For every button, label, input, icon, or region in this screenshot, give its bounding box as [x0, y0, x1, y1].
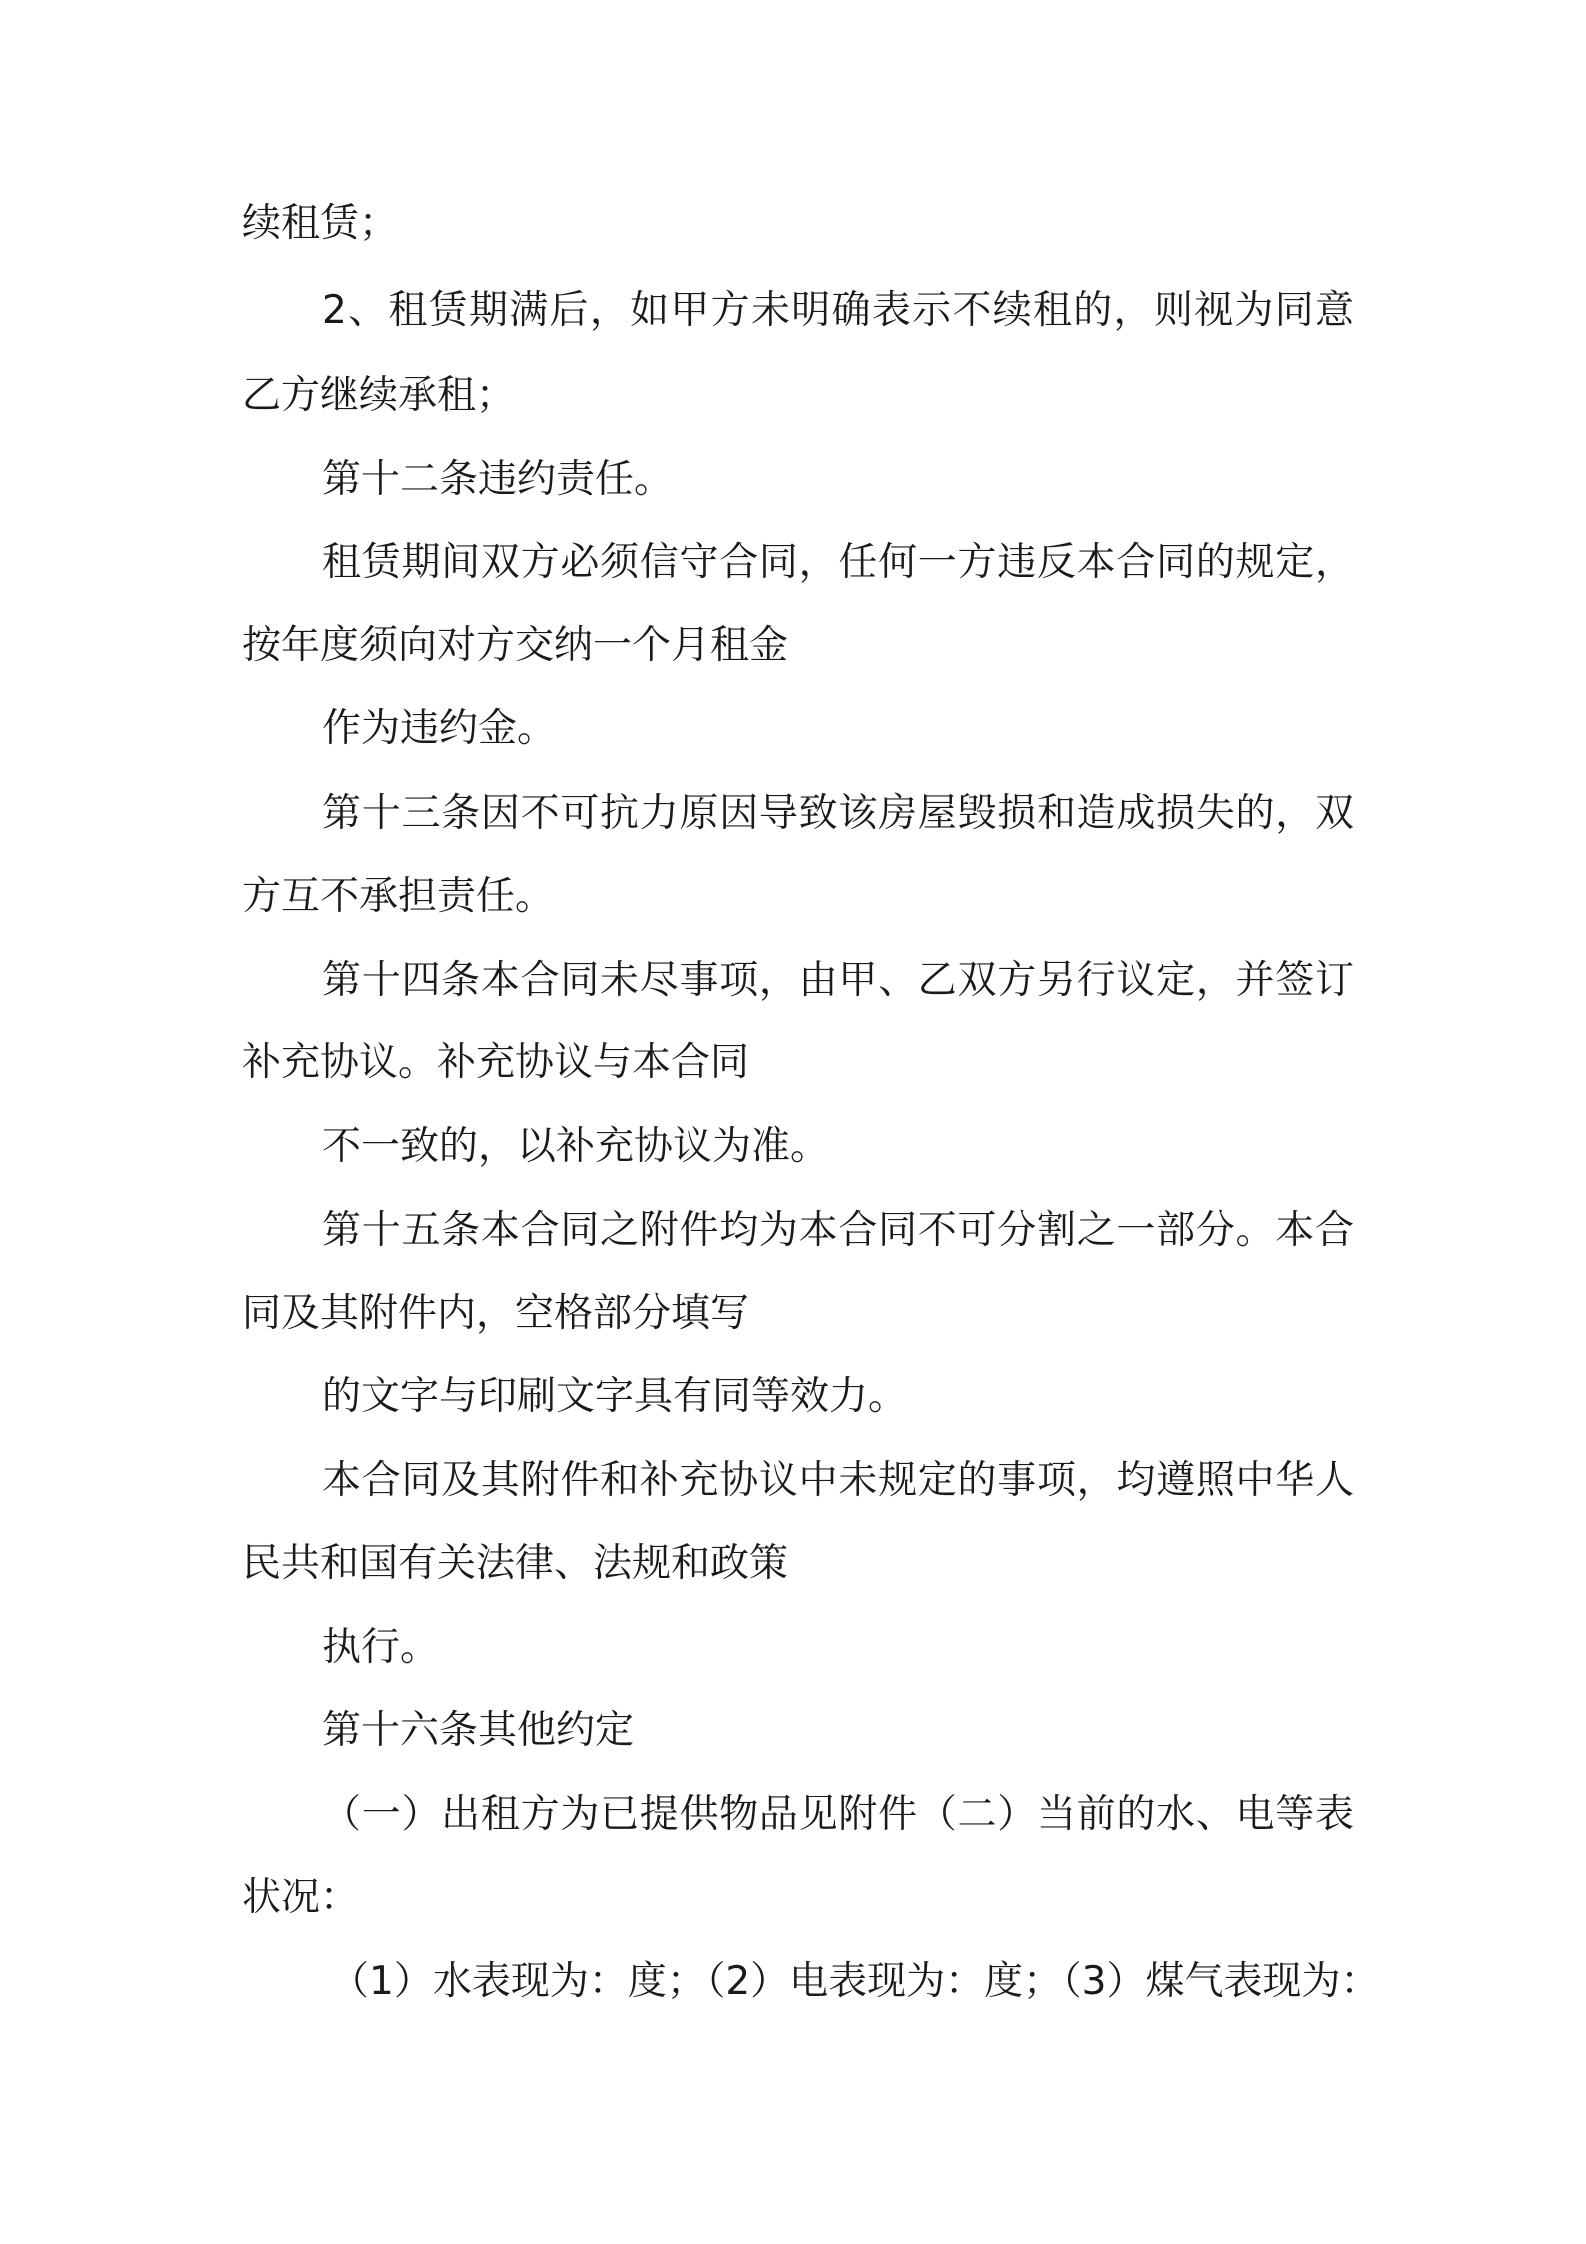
- text-line-9: 方互不承担责任。: [242, 874, 555, 919]
- article-13-line: 第十三条因不可抗力原因导致该房屋毁损和造成损失的，双: [322, 791, 1354, 836]
- text-line-18: 执行。: [322, 1625, 440, 1670]
- article-16-heading: 第十六条其他约定: [322, 1708, 635, 1753]
- text-line-15: 的文字与印刷文字具有同等效力。: [322, 1374, 908, 1419]
- text-line-11: 补充协议。补充协议与本合同: [242, 1040, 750, 1085]
- text-line-16: 本合同及其附件和补充协议中未规定的事项，均遵照中华人: [322, 1458, 1354, 1503]
- text-line-12: 不一致的，以补充协议为准。: [322, 1124, 830, 1169]
- text-line-14: 同及其附件内，空格部分填写: [242, 1291, 750, 1336]
- article-15-line: 第十五条本合同之附件均为本合同不可分割之一部分。本合: [322, 1208, 1354, 1253]
- text-line-1: 续租赁；: [242, 201, 399, 246]
- text-line-21: 状况：: [242, 1875, 360, 1920]
- text-line-6: 按年度须向对方交纳一个月租金: [242, 623, 789, 668]
- article-14-line: 第十四条本合同未尽事项，由甲、乙双方另行议定，并签订: [322, 958, 1354, 1003]
- article-12-heading: 第十二条违约责任。: [322, 457, 674, 502]
- text-line-20: （一）出租方为已提供物品见附件（二）当前的水、电等表: [322, 1792, 1354, 1837]
- text-line-17: 民共和国有关法律、法规和政策: [242, 1541, 789, 1586]
- meter-readings-line: （1）水表现为：度；（2）电表现为：度；（3）煤气表现为：: [330, 1959, 1380, 2004]
- text-line-5: 租赁期间双方必须信守合同，任何一方违反本合同的规定，: [322, 540, 1354, 585]
- text-line-7: 作为违约金。: [322, 706, 557, 751]
- text-line-3: 乙方继续承租；: [242, 373, 516, 418]
- text-line-2: 2、租赁期满后，如甲方未明确表示不续租的，则视为同意: [322, 288, 1354, 333]
